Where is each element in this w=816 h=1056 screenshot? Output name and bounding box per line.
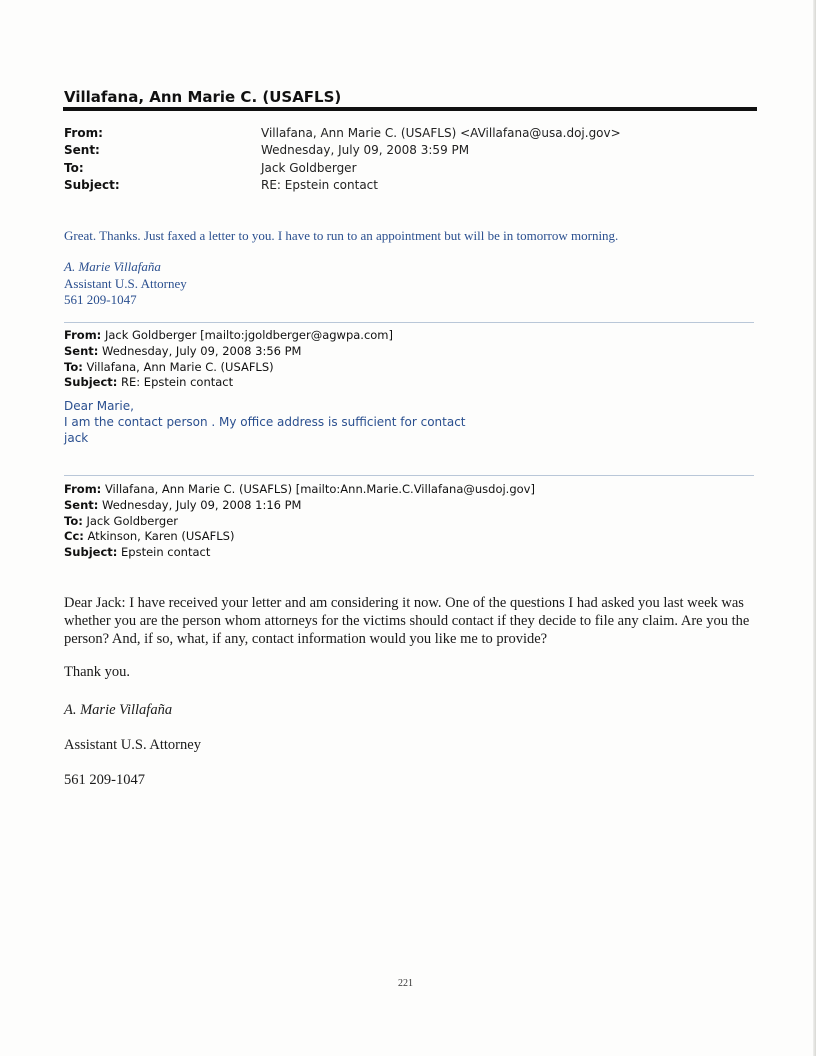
quoted2-signature-name: A. Marie Villafaña: [64, 702, 173, 718]
reply-signature-title: Assistant U.S. Attorney: [64, 275, 187, 291]
reply-signature: [64, 259, 187, 309]
reply-body: Great. Thanks. Just faxed a letter to you. I have to run to an appointment but will be in tomorrow morning.: [64, 228, 619, 243]
quoted-header-2: [64, 482, 535, 561]
quoted1-from-row: From: Jack Goldberger [mailto:jgoldberger@agwpa.com]: [64, 328, 393, 342]
quoted2-body: Dear Jack: I have received your letter and am considering it now. One of the questions I had asked you last week was whether you are the person whom attorneys for the victims should contact if they decide to file any claim. Are you the person? And, if so, what, if any, contact information would you like me to provide?: [64, 595, 750, 647]
quoted2-from-row: From: Villafana, Ann Marie C. (USAFLS) [mailto:Ann.Marie.C.Villafana@usdoj.gov]: [64, 482, 535, 496]
quoted2-to-row: To: Jack Goldberger: [64, 513, 179, 528]
subject-value: RE: Epstein contact: [261, 178, 378, 193]
to-value: Jack Goldberger: [261, 160, 357, 175]
email-header: [64, 124, 621, 194]
quoted1-greeting: Dear Marie,: [64, 399, 134, 413]
subject-label: Subject:: [64, 178, 120, 193]
quoted-header-1: [64, 328, 393, 391]
quote-separator-1: [64, 322, 754, 323]
header-sent-row: [64, 142, 621, 160]
quoted1-line1: I am the contact person . My office address is sufficient for contact: [64, 415, 466, 429]
reply-signature-phone: 561 209-1047: [64, 292, 137, 307]
title-divider: [63, 107, 757, 111]
quoted2-subject-row: Subject: Epstein contact: [64, 545, 211, 560]
quoted2-thanks: Thank you.: [64, 664, 131, 680]
header-subject-row: [64, 177, 621, 195]
quoted1-to-row: To: Villafana, Ann Marie C. (USAFLS): [64, 359, 274, 374]
header-from-row: [64, 124, 621, 142]
quoted1-subject-row: Subject: RE: Epstein contact: [64, 375, 234, 390]
to-label: To:: [64, 160, 84, 175]
page-number: 221: [398, 978, 413, 989]
quoted1-line2: jack: [64, 431, 89, 445]
quoted2-sent-row: Sent: Wednesday, July 09, 2008 1:16 PM: [64, 497, 302, 512]
document-title: Villafana, Ann Marie C. (USAFLS): [64, 88, 342, 106]
header-to-row: [64, 159, 621, 177]
quoted1-sent-row: Sent: Wednesday, July 09, 2008 3:56 PM: [64, 343, 302, 358]
from-label: From:: [64, 125, 103, 140]
sent-value: Wednesday, July 09, 2008 3:59 PM: [261, 143, 470, 158]
quoted2-signature-phone: 561 209-1047: [64, 772, 145, 788]
quoted1-message: [64, 398, 466, 446]
quoted2-cc-row: Cc: Atkinson, Karen (USAFLS): [64, 529, 235, 544]
sent-label: Sent:: [64, 143, 100, 158]
quoted2-signature-title: Assistant U.S. Attorney: [64, 737, 201, 753]
reply-signature-name: A. Marie Villafaña: [64, 259, 161, 274]
quote-separator-2: [64, 475, 754, 476]
from-value: Villafana, Ann Marie C. (USAFLS) <AVillafana@usa.doj.gov>: [261, 125, 621, 140]
